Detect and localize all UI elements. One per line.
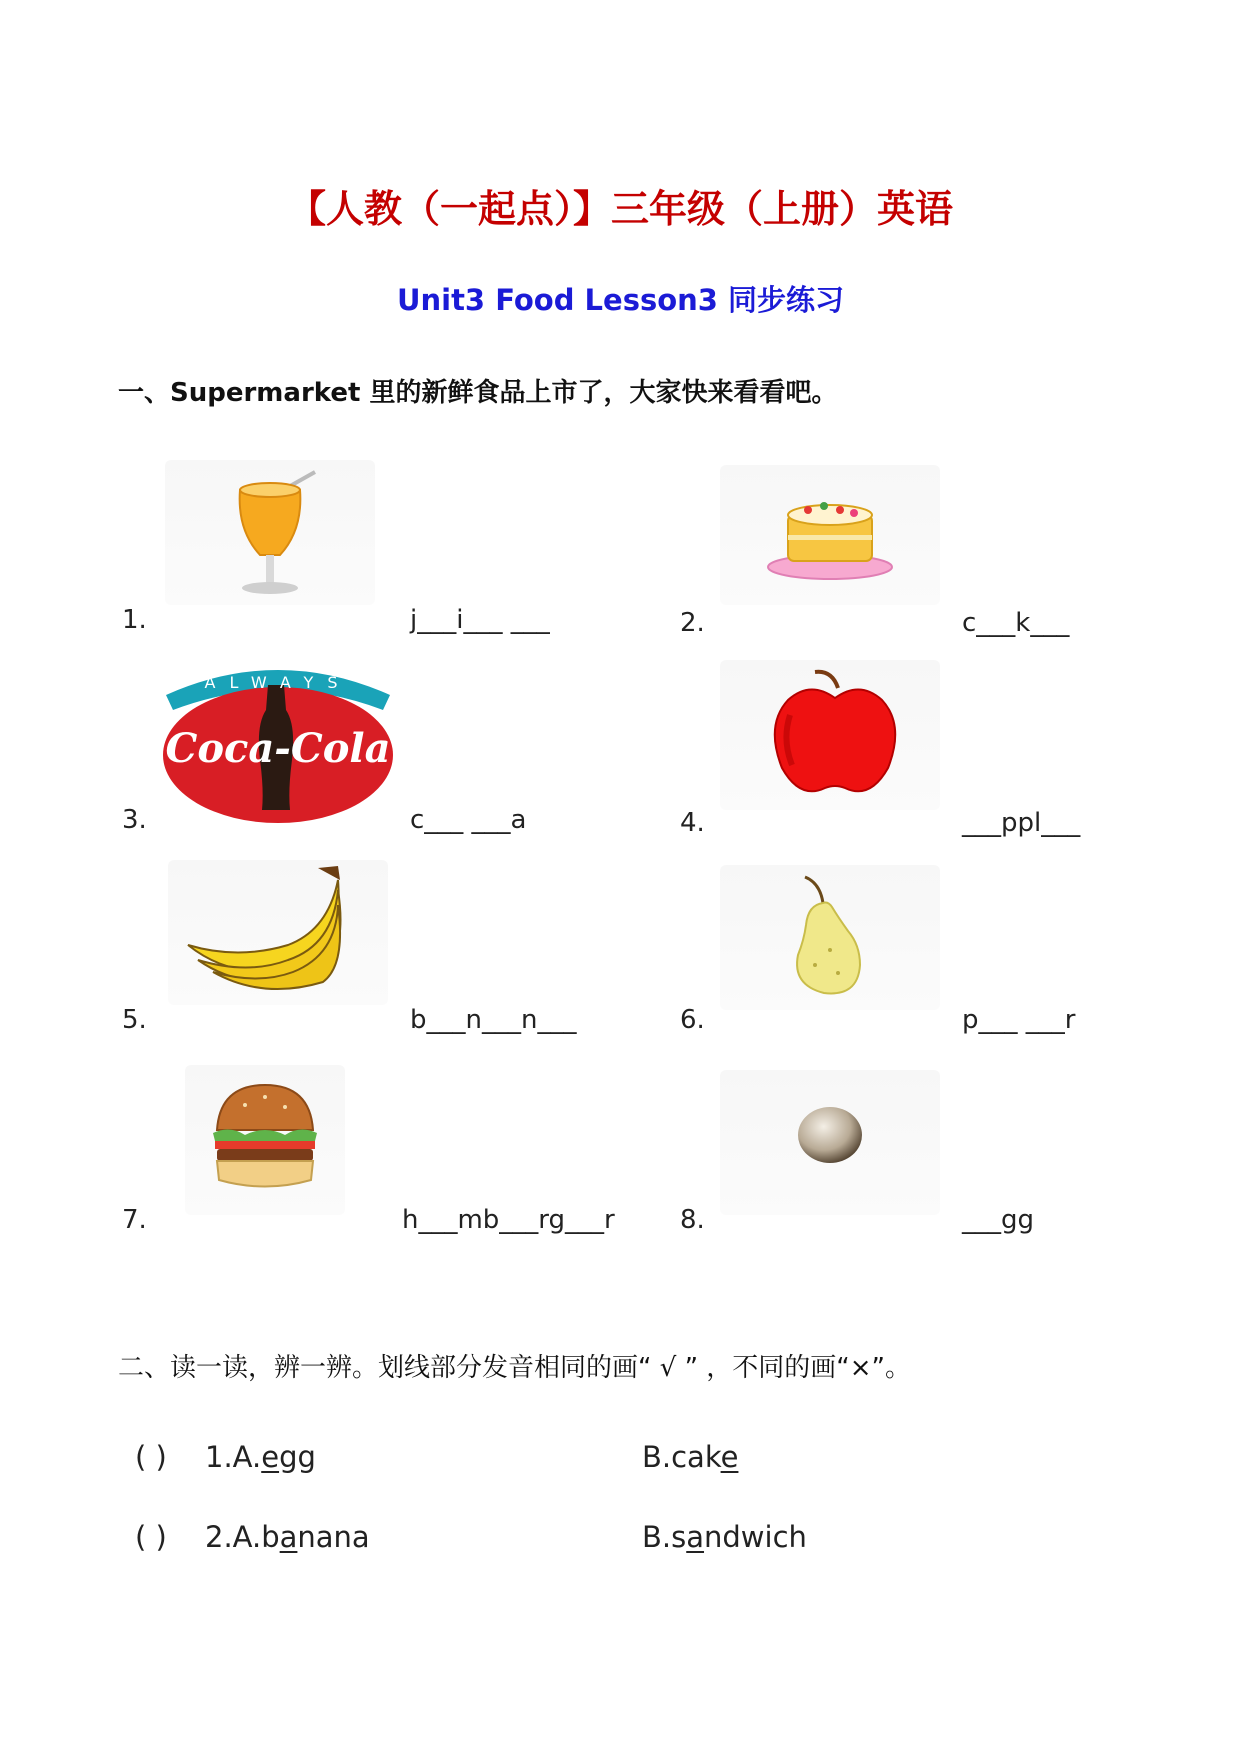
coca-cola-icon (158, 650, 398, 825)
item-3-number: 3. (122, 805, 147, 835)
option-b: B.cake (642, 1440, 739, 1474)
page-title: 【人教（一起点）】三年级（上册）英语 (287, 186, 953, 231)
item-1-number: 1. (122, 605, 147, 635)
hamburger-icon (185, 1065, 345, 1215)
option-b: B.sandwich (642, 1520, 807, 1554)
item-2-answer: c___k___ (962, 608, 1070, 638)
egg-icon (720, 1070, 940, 1215)
page-subtitle: Unit3 Food Lesson3 同步练习 (396, 283, 845, 317)
juice-icon (165, 460, 375, 605)
answer-blank[interactable]: ( ) (135, 1440, 167, 1474)
item-7-number: 7. (122, 1205, 147, 1235)
item-7-answer: h___mb___rg___r (402, 1205, 615, 1235)
item-6-number: 6. (680, 1005, 705, 1035)
item-2-number: 2. (680, 608, 705, 638)
item-5-number: 5. (122, 1005, 147, 1035)
question-row (0, 1520, 1241, 1560)
coca-cola-logo-text: Coca-Cola (165, 725, 391, 772)
apple-icon (720, 660, 940, 810)
item-8-answer: ___gg (962, 1205, 1035, 1235)
pear-icon (720, 865, 940, 1010)
item-1-answer: j___i___ ___ (410, 605, 550, 635)
item-5-answer: b___n___n___ (410, 1005, 577, 1035)
question-row (0, 1440, 1241, 1480)
cake-icon (720, 465, 940, 605)
item-3-answer: c___ ___a (410, 805, 527, 835)
option-a: 2.A.banana (205, 1520, 370, 1554)
answer-blank[interactable]: ( ) (135, 1520, 167, 1554)
section1-heading: 一、Supermarket 里的新鲜食品上市了，大家快来看看吧。 (118, 378, 838, 408)
section2-heading: 二、读一读，辨一辨。划线部分发音相同的画“ √ ” ，不同的画“×”。 (118, 1353, 912, 1383)
option-a: 1.A.egg (205, 1440, 316, 1474)
item-8-number: 8. (680, 1205, 705, 1235)
item-4-number: 4. (680, 808, 705, 838)
banana-icon (168, 860, 388, 1005)
item-4-answer: ___ppl___ (962, 808, 1081, 838)
coca-cola-banner-text: ALWAYS (204, 673, 352, 692)
item-6-answer: p___ ___r (962, 1005, 1076, 1035)
